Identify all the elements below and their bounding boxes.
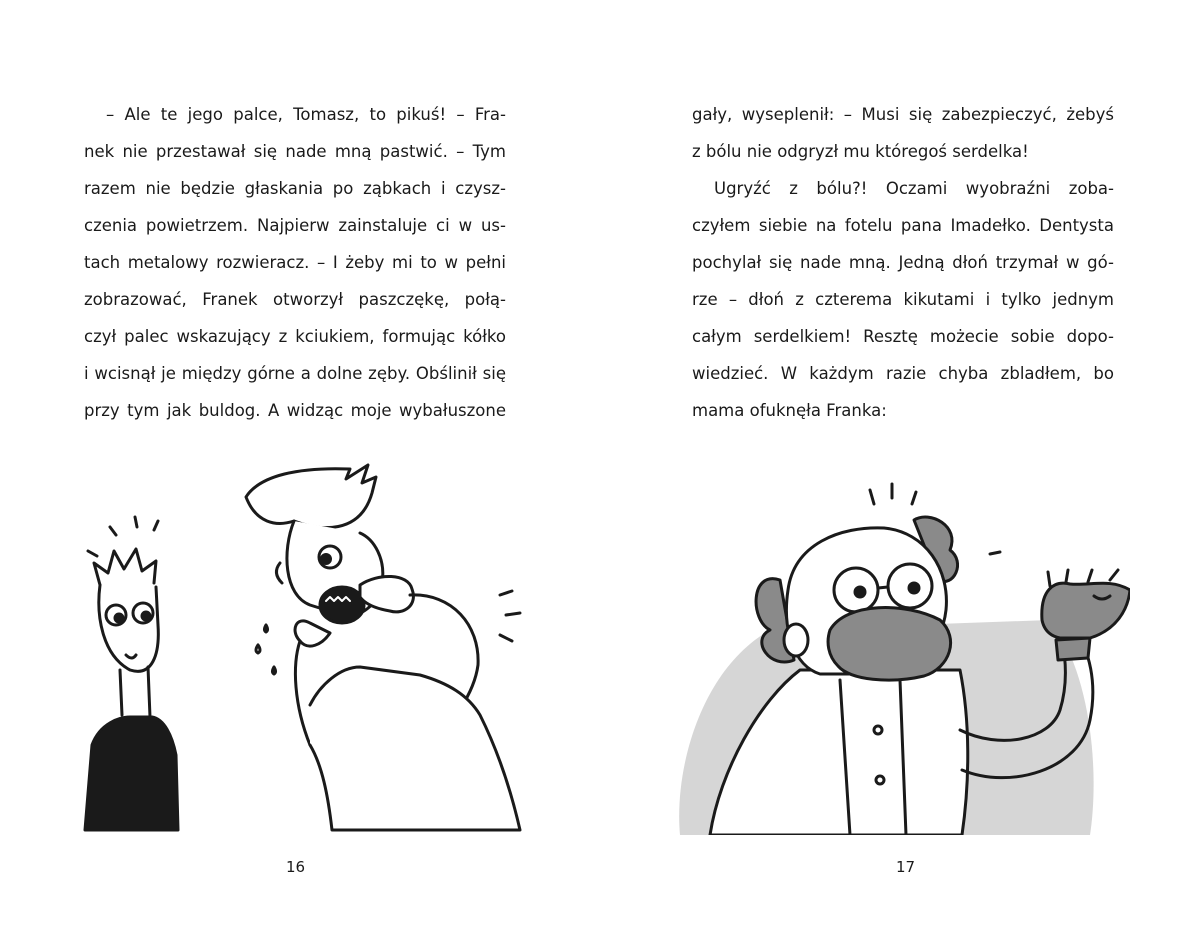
right-text xyxy=(692,96,1114,429)
text-line: nek nie przestawał się nade mną pastwić. – Tym xyxy=(84,142,506,161)
text-line: gały, wyseplenił: – Musi się zabezpieczyć, żebyś xyxy=(692,105,1114,124)
text-line: mama ofuknęła Franka: xyxy=(692,401,887,420)
illustration-boys xyxy=(60,455,540,835)
text-line: z bólu nie odgryzł mu któregoś serdelka! xyxy=(692,142,1029,161)
text-line: i wcisnął je między górne a dolne zęby. Obślinił się xyxy=(84,364,506,383)
text-line: całym serdelkiem! Resztę możecie sobie dopo- xyxy=(692,327,1114,346)
left-text xyxy=(84,96,506,429)
text-line: – Ale te jego palce, Tomasz, to pikuś! – Fra- xyxy=(106,105,506,124)
text-line: wiedzieć. W każdym razie chyba zbladłem, bo xyxy=(692,364,1114,383)
text-line: razem nie będzie głaskania po ząbkach i czysz- xyxy=(84,179,506,198)
text-line: czył palec wskazujący z kciukiem, formując kółko xyxy=(84,327,506,346)
text-line: pochylał się nade mną. Jedną dłoń trzymał w gó- xyxy=(692,253,1114,272)
page-number: 16 xyxy=(286,858,306,876)
illustration-dentist xyxy=(670,470,1130,835)
right-page xyxy=(600,0,1200,928)
text-line: tach metalowy rozwieracz. – I żeby mi to w pełni xyxy=(84,253,506,272)
text-line: czenia powietrzem. Najpierw zainstaluje ci w us- xyxy=(84,216,506,235)
text-line: rze – dłoń z czterema kikutami i tylko jednym xyxy=(692,290,1114,309)
text-line: czyłem siebie na fotelu pana Imadełko. Dentysta xyxy=(692,216,1114,235)
text-line: Ugryźć z bólu?! Oczami wyobraźni zoba- xyxy=(714,179,1114,198)
text-line: zobrazować, Franek otworzył paszczękę, połą- xyxy=(84,290,506,309)
page-number: 17 xyxy=(896,858,916,876)
text-line: przy tym jak buldog. A widząc moje wybałuszone xyxy=(84,401,506,420)
